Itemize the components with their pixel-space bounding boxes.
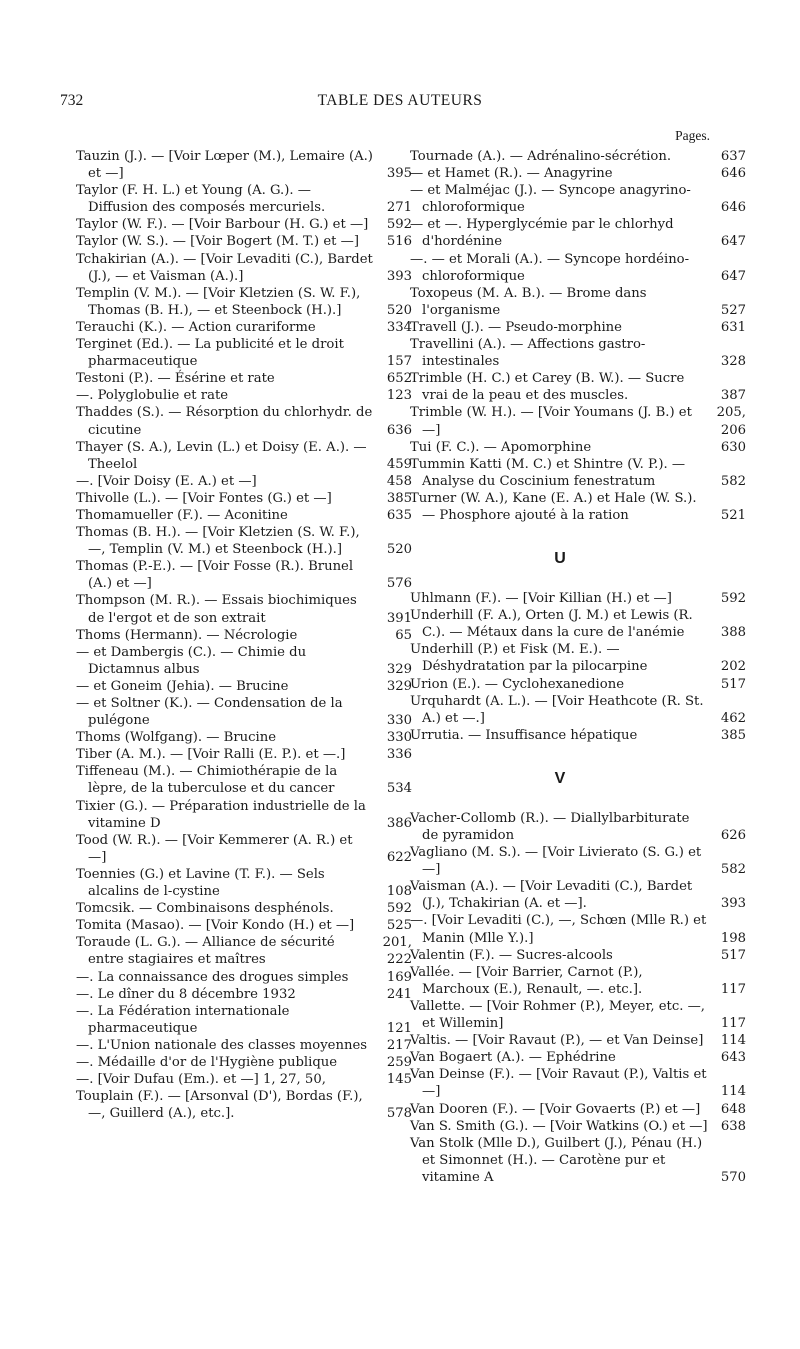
- entry-page-number: 123: [386, 388, 412, 404]
- entry-page-number: 386: [386, 815, 412, 831]
- index-entry: [76, 1071, 412, 1088]
- entry-page-number: 108: [386, 884, 412, 900]
- entry-text: —. L'Union nationale des classes moyennes: [76, 1037, 368, 1053]
- entry-page-number: 117: [720, 981, 746, 997]
- entry-page-number: 622: [386, 849, 412, 865]
- entry-text: Testoni (P.). — Ésérine et rate: [76, 371, 275, 387]
- entry-text: Tummin Katti (M. C.) et Shintre (V. P.). — Analyse du Coscinium fenestratum: [410, 456, 686, 489]
- index-entry: [410, 912, 746, 946]
- entry-text: Urion (E.). — Cyclohexanedione: [410, 676, 625, 692]
- entry-page-number: 259: [386, 1054, 412, 1070]
- index-entry: [76, 233, 412, 250]
- entry-text: Vaisman (A.). — [Voir Levaditi (C.), Bardet (J.), Tchakirian (A. et —].: [410, 879, 693, 912]
- entry-page-number: 459: [386, 456, 412, 472]
- index-entry: [76, 644, 412, 678]
- entry-text: Thoms (Wolfgang). — Brucine: [76, 730, 277, 746]
- entry-text: Templin (V. M.). — [Voir Kletzien (S. W. F.), Thomas (B. H.), — et Steenbock (H.).]: [76, 285, 361, 318]
- entry-text: —. La connaissance des drogues simples: [76, 969, 349, 985]
- entry-text: Tomita (Masao). — [Voir Kondo (H.) et —]: [76, 918, 355, 934]
- left-entry-list: [76, 148, 412, 1122]
- entry-page-number: 385: [386, 490, 412, 506]
- entry-page-number: 271: [386, 200, 412, 216]
- right-entry-list-v: [410, 810, 746, 1186]
- index-entry: [410, 216, 746, 250]
- index-entry: [410, 641, 746, 675]
- entry-text: Tauzin (J.). — [Voir Lœper (M.), Lemaire (A.) et —]: [76, 149, 373, 182]
- entry-text: —. Le dîner du 8 décembre 1932: [76, 986, 296, 1002]
- index-entry: [410, 1101, 746, 1118]
- entry-text: — et Malméjac (J.). — Syncope anagyrino-chloroformique: [410, 183, 691, 216]
- entry-text: Thayer (S. A.), Levin (L.) et Doisy (E. A.). — Theelol: [76, 439, 367, 472]
- entry-page-number: 395: [386, 166, 412, 182]
- entry-text: Trimble (H. C.) et Carey (B. W.). — Sucre vrai de la peau et des muscles.: [410, 371, 685, 404]
- entry-page-number: 525: [386, 918, 412, 934]
- entry-text: Terauchi (K.). — Action curariforme: [76, 319, 316, 335]
- index-entry: [410, 251, 746, 285]
- index-entry: [410, 964, 746, 998]
- index-entry: [410, 370, 746, 404]
- index-entry: [410, 947, 746, 964]
- entry-text: —. [Voir Doisy (E. A.) et —]: [76, 473, 257, 489]
- index-entry: [76, 404, 412, 438]
- entry-page-number: 241: [386, 986, 412, 1002]
- entry-text: Tournade (A.). — Adrénalino-sécrétion.: [410, 149, 672, 164]
- index-entry: [410, 148, 746, 165]
- index-entry: [76, 729, 412, 746]
- entry-text: Turner (W. A.), Kane (E. A.) et Hale (W. S.). — Phosphore ajouté à la ration: [410, 490, 697, 523]
- entry-text: Vacher-Collomb (R.). — Diallylbarbiturate de pyramidon: [410, 810, 690, 843]
- right-entry-list-u: [410, 590, 746, 744]
- entry-page-number: 114: [720, 1033, 746, 1049]
- entry-page-number: 636: [386, 422, 412, 438]
- entry-text: Thompson (M. R.). — Essais biochimiques de l'ergot et de son extrait: [76, 593, 357, 626]
- entry-page-number: 198: [720, 930, 746, 946]
- entry-text: Tiffeneau (M.). — Chimiothérapie de la lèpre, de la tuberculose et du cancer: [76, 764, 338, 797]
- entry-text: — et Goneim (Jehia). — Brucine: [76, 678, 289, 694]
- index-entry: [76, 798, 412, 832]
- entry-text: Travellini (A.). — Affections gastro-intestinales: [410, 337, 646, 370]
- index-entry: [410, 693, 746, 727]
- entry-text: Taylor (F. H. L.) et Young (A. G.). — Diffusion des composés mercuriels.: [76, 183, 326, 216]
- index-entry: [76, 319, 412, 336]
- entry-page-number: 582: [720, 862, 746, 878]
- entry-text: Urrutia. — Insuffisance hépatique: [410, 727, 638, 743]
- entry-text: Underhill (F. A.), Orten (J. M.) et Lewis (R. C.). — Métaux dans la cure de l'anémie: [410, 608, 693, 641]
- index-entry: [76, 558, 412, 592]
- entry-page-number: 646: [720, 200, 746, 216]
- entry-page-number: 329: [386, 678, 412, 694]
- index-entry: [410, 844, 746, 878]
- entry-page-number: 638: [720, 1118, 746, 1134]
- entry-text: Toraude (L. G.). — Alliance de sécurité entre stagiaires et maîtres: [76, 935, 335, 968]
- entry-text: Tchakirian (A.). — [Voir Levaditi (C.), Bardet (J.), — et Vaisman (A.).]: [76, 251, 373, 284]
- entry-page-number: 388: [720, 625, 746, 641]
- index-entry: [410, 439, 746, 456]
- entry-text: Thivolle (L.). — [Voir Fontes (G.) et —]: [76, 490, 332, 506]
- entry-text: Thomas (P.-E.). — [Voir Fosse (R.). Brunel (A.) et —]: [76, 559, 354, 592]
- entry-page-number: 631: [720, 319, 746, 335]
- entry-page-number: 517: [720, 947, 746, 963]
- right-column: [410, 128, 746, 1186]
- entry-text: Thomas (B. H.). — [Voir Kletzien (S. W. F.), —, Templin (V. M.) et Steenbock (H.).]: [76, 525, 360, 558]
- entry-text: Trimble (W. H.). — [Voir Youmans (J. B.) et —]: [410, 405, 692, 438]
- section-letter-v: V: [554, 769, 566, 787]
- entry-page-number: 145: [386, 1072, 412, 1088]
- index-entry: [76, 182, 412, 216]
- entry-text: — et —. Hyperglycémie par le chlorhyd d'hordénine: [410, 217, 674, 250]
- entry-text: Van Dooren (F.). — [Voir Govaerts (P.) et —]: [410, 1101, 701, 1117]
- entry-page-number: 157: [386, 354, 412, 370]
- index-entry: [410, 490, 746, 524]
- right-entry-list-t: [410, 148, 746, 524]
- index-entry: [76, 216, 412, 233]
- entry-text: Vallée. — [Voir Barrier, Carnot (P.), Marchoux (E.), Renault, —. etc.].: [410, 964, 643, 997]
- index-entry: [76, 678, 412, 695]
- index-entry: [76, 370, 412, 387]
- index-entry: [76, 763, 412, 797]
- index-entry: [410, 727, 746, 744]
- entry-text: Tomcsik. — Combinaisons desphénols.: [76, 901, 334, 917]
- entry-text: Uhlmann (F.). — [Voir Killian (H.) et —]: [410, 591, 672, 607]
- entry-page-number: 334: [386, 319, 412, 335]
- index-entry: [76, 969, 412, 986]
- entry-page-number: 582: [720, 473, 746, 489]
- entry-page-number: 387: [720, 388, 746, 404]
- entry-page-number: 647: [720, 234, 746, 250]
- entry-page-number: 516: [386, 234, 412, 250]
- entry-page-number: 462: [720, 710, 746, 726]
- entry-page-number: 330: [386, 730, 412, 746]
- running-header: [60, 92, 740, 116]
- entry-text: Underhill (P.) et Fisk (M. E.). — Déshydratation par la pilocarpine: [410, 642, 648, 675]
- entry-text: Taylor (W. F.). — [Voir Barbour (H. G.) et —]: [76, 217, 369, 233]
- index-entry: [76, 627, 412, 644]
- index-entry: [410, 810, 746, 844]
- entry-text: —. Polyglobulie et rate: [76, 388, 229, 404]
- entry-page-number: 592: [386, 901, 412, 917]
- entry-text: —. [Voir Levaditi (C.), —, Schœn (Mlle R.) et Manin (Mlle Y.).]: [410, 913, 707, 946]
- entry-text: Vagliano (M. S.). — [Voir Livierato (S. G.) et —]: [410, 845, 702, 878]
- entry-text: Vallette. — [Voir Rohmer (P.), Meyer, etc. —, et Willemin]: [410, 998, 705, 1032]
- entry-text: Thomamueller (F.). — Aconitine: [76, 507, 288, 523]
- index-entry: [410, 456, 746, 490]
- index-entry: [410, 607, 746, 641]
- entry-page-number: 648: [720, 1101, 746, 1117]
- entry-page-number: 652: [386, 371, 412, 387]
- entry-page-number: 117: [720, 1016, 746, 1032]
- index-entry: [410, 165, 746, 182]
- index-entry: [410, 1066, 746, 1100]
- entry-page-number: 517: [720, 676, 746, 692]
- entry-page-number: 65: [395, 627, 412, 643]
- index-entry: [410, 1135, 746, 1186]
- entry-page-number: 576: [386, 576, 412, 592]
- entry-text: Tui (F. C.). — Apomorphine: [410, 439, 592, 455]
- index-entry: [76, 695, 412, 729]
- index-entry: [410, 404, 746, 438]
- entry-text: Van Bogaert (A.). — Ephédrine: [410, 1050, 616, 1066]
- entry-page-number: 330: [386, 713, 412, 729]
- entry-text: — et Hamet (R.). — Anagyrine: [410, 166, 613, 182]
- entry-page-number: 527: [720, 302, 746, 318]
- entry-page-number: 637: [720, 149, 746, 164]
- page-number: 732: [60, 92, 84, 109]
- entry-page-number: 646: [720, 166, 746, 182]
- entry-text: Toennies (G.) et Lavine (T. F.). — Sels alcalins de l-cystine: [76, 866, 325, 900]
- index-entry: [76, 1054, 412, 1071]
- index-entry: [410, 1049, 746, 1066]
- entry-page-number: 329: [386, 661, 412, 677]
- entry-page-number: 201, 222: [382, 935, 412, 968]
- entry-page-number: 521: [720, 507, 746, 523]
- entry-page-number: 534: [386, 781, 412, 797]
- index-entry: [76, 917, 412, 934]
- index-entry: [76, 439, 412, 473]
- entry-text: —. Médaille d'or de l'Hygiène publique: [76, 1054, 338, 1070]
- entry-text: Valentin (F.). — Sucres-alcools: [410, 947, 613, 963]
- entry-text: —. [Voir Dufau (Em.). et —] 1, 27, 50,: [76, 1072, 326, 1088]
- entry-page-number: 643: [720, 1050, 746, 1066]
- entry-text: Terginet (Ed.). — La publicité et le droit pharmaceutique: [76, 337, 344, 370]
- entry-text: Van S. Smith (G.). — [Voir Watkins (O.) et —]: [410, 1118, 708, 1134]
- entry-text: Touplain (F.). — [Arsonval (D'), Bordas (F.), —, Guillerd (A.), etc.].: [76, 1089, 363, 1122]
- entry-page-number: 630: [720, 439, 746, 455]
- entry-text: Tiber (A. M.). — [Voir Ralli (E. P.). et —.]: [76, 747, 346, 763]
- entry-text: Van Deinse (F.). — [Voir Ravaut (P.), Valtis et —]: [410, 1067, 707, 1100]
- entry-text: —. — et Morali (A.). — Syncope hordéino-chloroformique: [410, 251, 690, 284]
- entry-page-number: 391: [386, 610, 412, 626]
- entry-page-number: 592: [386, 217, 412, 233]
- index-entry: [76, 592, 412, 626]
- entry-page-number: 520: [386, 302, 412, 318]
- entry-text: Tixier (G.). — Préparation industrielle de la vitamine D: [76, 798, 366, 831]
- entry-text: —. La Fédération internationale pharmaceutique: [76, 1003, 290, 1036]
- entry-page-number: 578: [386, 1106, 412, 1122]
- index-entry: [76, 934, 412, 968]
- entry-page-number: 570: [720, 1169, 746, 1185]
- left-column: [76, 128, 412, 1122]
- index-entry: [410, 998, 746, 1032]
- entry-text: Travell (J.). — Pseudo-morphine: [410, 319, 622, 335]
- index-entry: [76, 746, 412, 763]
- index-entry: [410, 285, 746, 319]
- index-entry: [410, 590, 746, 607]
- index-entry: [410, 1032, 746, 1049]
- index-entry: [76, 986, 412, 1003]
- entry-page-number: 202: [720, 659, 746, 675]
- entry-page-number: 114: [720, 1084, 746, 1100]
- page-title: TABLE DES AUTEURS: [317, 92, 483, 109]
- entry-page-number: 592: [720, 591, 746, 607]
- entry-page-number: 121: [386, 1020, 412, 1036]
- index-entry: [76, 336, 412, 370]
- entry-page-number: 626: [720, 828, 746, 843]
- index-entry: [410, 676, 746, 693]
- index-entry: [76, 507, 412, 524]
- index-entry: [76, 285, 412, 319]
- entry-page-number: 393: [720, 896, 746, 912]
- index-entry: [76, 1003, 412, 1037]
- entry-page-number: 635: [386, 507, 412, 523]
- index-entry: [76, 251, 412, 285]
- entry-text: Urquhardt (A. L.). — [Voir Heathcote (R. St. A.) et —.]: [410, 693, 704, 726]
- index-entry: [76, 148, 412, 182]
- entry-text: Toxopeus (M. A. B.). — Brome dans l'organisme: [410, 285, 647, 318]
- entry-text: — et Soltner (K.). — Condensation de la pulégone: [76, 696, 343, 729]
- entry-text: Van Stolk (Mlle D.), Guilbert (J.), Pénau (H.) et Simonnet (H.). — Carotène pur et vitamine A: [410, 1135, 703, 1185]
- index-entry: [76, 490, 412, 507]
- index-entry: [76, 524, 412, 558]
- index-entry: [76, 1088, 412, 1122]
- index-entry: [410, 1118, 746, 1135]
- entry-text: Taylor (W. S.). — [Voir Bogert (M. T.) et —]: [76, 234, 360, 250]
- entry-text: — et Dambergis (C.). — Chimie du Dictamnus albus: [76, 644, 307, 677]
- entry-text: Tood (W. R.). — [Voir Kemmerer (A. R.) et —]: [76, 832, 353, 865]
- index-entry: [410, 336, 746, 370]
- index-entry: [410, 182, 746, 216]
- index-entry: [410, 878, 746, 912]
- entry-page-number: 169: [386, 969, 412, 985]
- entry-page-number: 458: [386, 473, 412, 489]
- pages-column-header: Pages.: [675, 128, 710, 143]
- entry-page-number: 328: [720, 354, 746, 370]
- index-entry: [76, 387, 412, 404]
- index-entry: [410, 319, 746, 336]
- entry-text: Thaddes (S.). — Résorption du chlorhydr. de cicutine: [76, 405, 373, 438]
- entry-text: Valtis. — [Voir Ravaut (P.), — et Van Deinse]: [410, 1033, 704, 1049]
- entry-page-number: 217: [386, 1037, 412, 1053]
- left-column-spacer: [76, 128, 376, 148]
- index-entry: [76, 832, 412, 866]
- index-entry: [76, 866, 412, 900]
- index-entry: [76, 473, 412, 490]
- entry-page-number: 336: [386, 747, 412, 763]
- index-entry: [76, 1037, 412, 1054]
- entry-page-number: 385: [720, 727, 746, 743]
- entry-page-number: 205, 206: [716, 405, 746, 438]
- entry-text: Thoms (Hermann). — Nécrologie: [76, 627, 298, 643]
- index-entry: [76, 900, 412, 917]
- section-letter-u: U: [554, 550, 566, 568]
- entry-page-number: 393: [386, 268, 412, 284]
- entry-page-number: 647: [720, 268, 746, 284]
- entry-page-number: 520: [386, 542, 412, 558]
